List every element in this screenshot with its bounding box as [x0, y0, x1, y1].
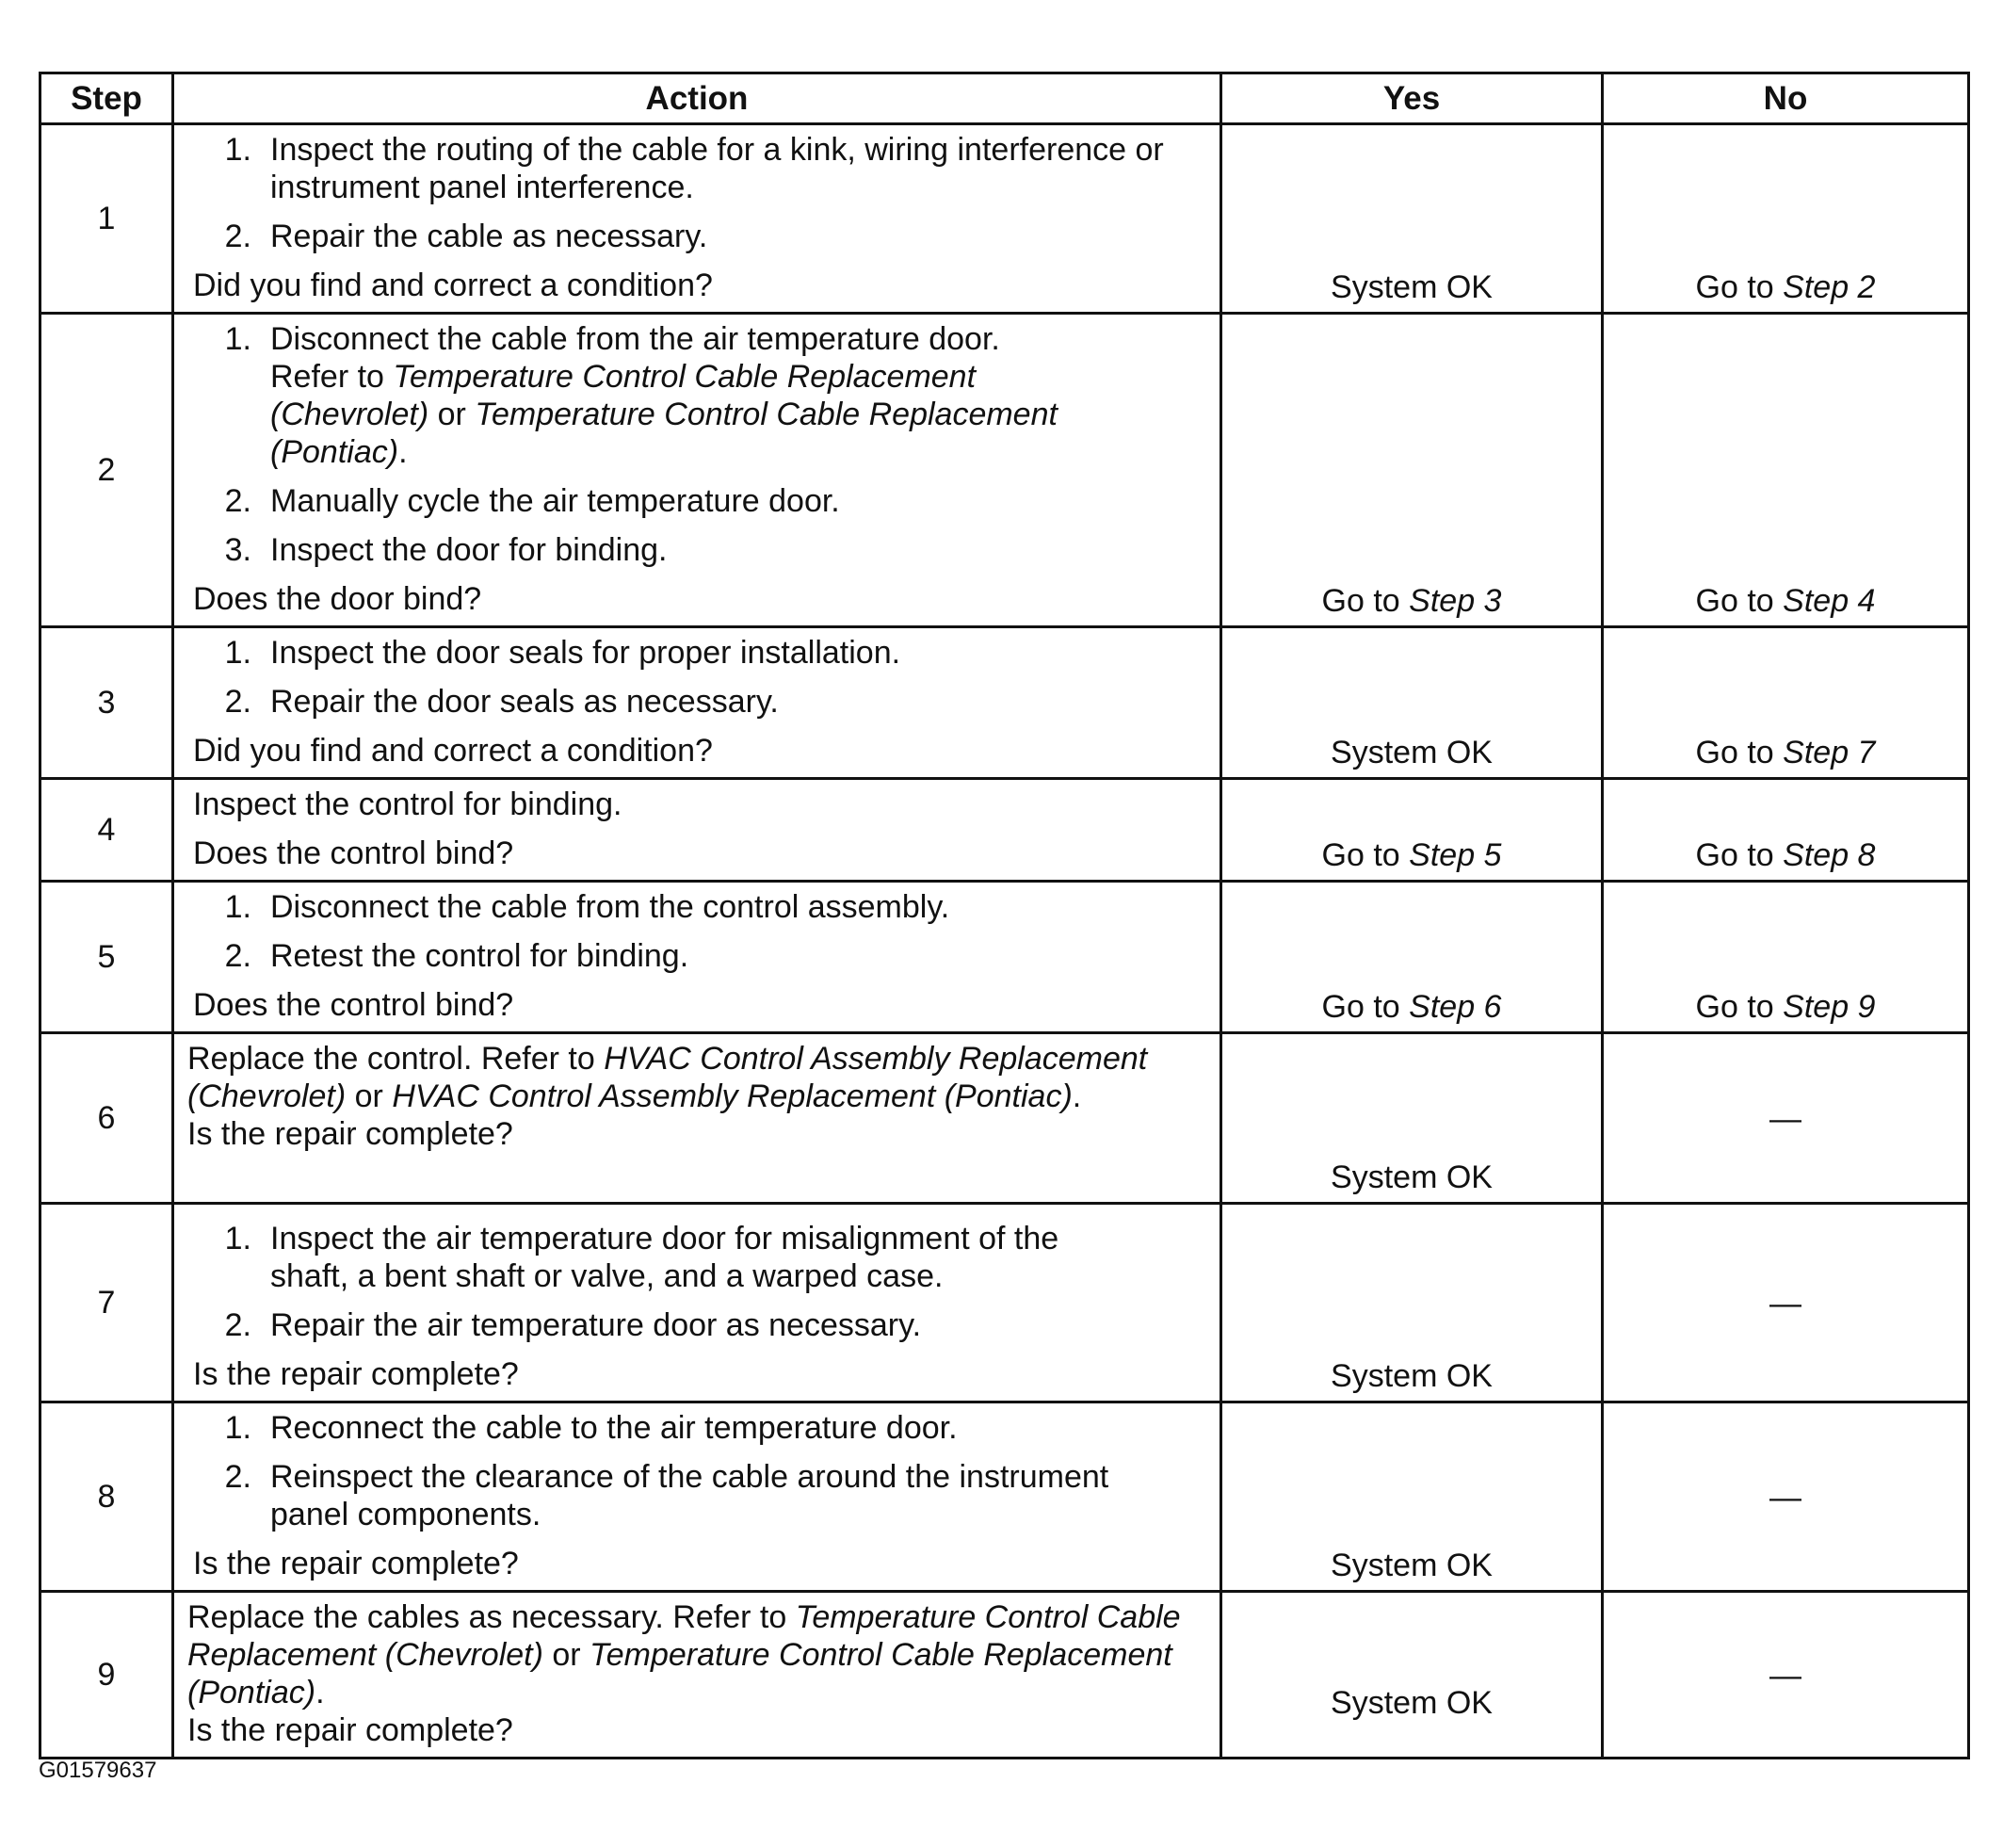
step-link[interactable]: Step 5: [1409, 837, 1502, 873]
table-row-step-3: [40, 627, 1969, 779]
table-row-step-9: [40, 1592, 1969, 1759]
list-item: 2. Repair the air temperature door as necessary.: [193, 1306, 1210, 1344]
action-question: Is the repair complete?: [193, 1546, 519, 1581]
action-list: [193, 634, 1210, 721]
step-link[interactable]: Step 4: [1783, 583, 1876, 619]
list-item: 2. Repair the cable as necessary.: [193, 218, 1210, 255]
list-number: 1.: [224, 635, 251, 671]
step-number: 3: [40, 627, 173, 779]
list-item: 2. Repair the door seals as necessary.: [193, 683, 1210, 721]
list-item: 2. Manually cycle the air temperature door.: [193, 482, 1210, 520]
table-row-step-8: [40, 1402, 1969, 1592]
step-link[interactable]: Step 9: [1783, 989, 1876, 1025]
action-question: Does the door bind?: [193, 581, 482, 617]
list-number: 2.: [224, 219, 251, 254]
action-cell: [173, 1592, 1221, 1759]
action-text: Replace the control. Refer to HVAC Control Assembly Replacement (Chevrolet) or HVAC Control Assembly Replacement (Pontiac).: [187, 1041, 1148, 1114]
action-cell: [173, 627, 1221, 779]
step-number: 5: [40, 882, 173, 1033]
list-number: 2.: [224, 1459, 251, 1495]
yes-result: System OK: [1221, 1204, 1603, 1402]
step-number: 7: [40, 1204, 173, 1402]
table-row-step-4: [40, 779, 1969, 882]
step-link[interactable]: Step 3: [1409, 583, 1502, 619]
list-number: 2.: [224, 684, 251, 720]
reference-link[interactable]: Temperature Control Cable Replacement (Chevrolet): [270, 359, 977, 432]
step-link[interactable]: Step 2: [1783, 269, 1876, 305]
yes-result: Go to Step 6: [1221, 882, 1603, 1033]
action-question: Is the repair complete?: [193, 1356, 519, 1392]
list-item: 1. Inspect the routing of the cable for a kink, wiring interference or instrument panel interference.: [193, 131, 1210, 206]
list-number: 1.: [224, 321, 251, 357]
action-cell: [173, 124, 1221, 314]
diagnostic-table: [39, 72, 1970, 1759]
yes-result: System OK: [1221, 627, 1603, 779]
list-number: 2.: [224, 938, 251, 974]
step-number: 9: [40, 1592, 173, 1759]
action-list: [193, 1409, 1210, 1533]
list-item: 1. Disconnect the cable from the control assembly.: [193, 888, 1210, 926]
reference-link[interactable]: Temperature Control Cable Replacement (Chevrolet): [187, 1599, 1181, 1673]
list-item: 1. Disconnect the cable from the air temperature door. Refer to Temperature Control Cable Replacement (Chevrolet) or Temperature Control Cable Replacement (Pontiac).: [193, 320, 1210, 471]
action-list: [193, 320, 1210, 569]
list-number: 3.: [224, 532, 251, 568]
action-cell: [173, 1204, 1221, 1402]
action-cell: [173, 882, 1221, 1033]
table-row-step-7: [40, 1204, 1969, 1402]
table-row-step-5: [40, 882, 1969, 1033]
action-question: Does the control bind?: [193, 835, 514, 871]
header-yes: Yes: [1221, 73, 1603, 124]
no-result: —: [1603, 1402, 1969, 1592]
table-row-step-1: [40, 124, 1969, 314]
step-number: 6: [40, 1033, 173, 1204]
action-cell: [173, 1033, 1221, 1204]
list-item: 1. Reconnect the cable to the air temperature door.: [193, 1409, 1210, 1447]
yes-result: Go to Step 5: [1221, 779, 1603, 882]
action-question: Is the repair complete?: [187, 1116, 513, 1152]
step-number: 8: [40, 1402, 173, 1592]
yes-result: System OK: [1221, 124, 1603, 314]
header-row: [40, 73, 1969, 124]
action-list: [193, 888, 1210, 975]
action-text: Inspect the control for binding.: [193, 786, 622, 822]
step-number: 4: [40, 779, 173, 882]
no-result: Go to Step 2: [1603, 124, 1969, 314]
list-number: 1.: [224, 1221, 251, 1256]
list-item: 1. Inspect the air temperature door for misalignment of the shaft, a bent shaft or valve, and a warped case.: [193, 1220, 1210, 1295]
action-question: Did you find and correct a condition?: [193, 733, 713, 769]
yes-result: System OK: [1221, 1033, 1603, 1204]
list-number: 2.: [224, 1307, 251, 1343]
list-number: 1.: [224, 1410, 251, 1446]
list-item: 2. Reinspect the clearance of the cable around the instrument panel components.: [193, 1458, 1210, 1533]
header-action: Action: [173, 73, 1221, 124]
action-cell: [173, 1402, 1221, 1592]
action-question: Does the control bind?: [193, 987, 514, 1023]
list-number: 2.: [224, 483, 251, 519]
figure-code: G01579637: [39, 1758, 157, 1783]
step-link[interactable]: Step 7: [1783, 735, 1876, 770]
no-result: —: [1603, 1033, 1969, 1204]
no-result: Go to Step 4: [1603, 314, 1969, 627]
header-step: Step: [40, 73, 173, 124]
step-link[interactable]: Step 6: [1409, 989, 1502, 1025]
yes-result: Go to Step 3: [1221, 314, 1603, 627]
reference-link[interactable]: HVAC Control Assembly Replacement (Pontiac): [392, 1078, 1073, 1114]
diagnostic-table-container: [39, 72, 1967, 1759]
no-result: Go to Step 7: [1603, 627, 1969, 779]
yes-result: System OK: [1221, 1592, 1603, 1759]
action-list: [193, 131, 1210, 255]
no-result: —: [1603, 1204, 1969, 1402]
yes-result: System OK: [1221, 1402, 1603, 1592]
action-list: [193, 1220, 1210, 1344]
table-row-step-6: [40, 1033, 1969, 1204]
step-number: 2: [40, 314, 173, 627]
list-item: 2. Retest the control for binding.: [193, 937, 1210, 975]
reference-link[interactable]: Temperature Control Cable Replacement (Pontiac): [270, 397, 1058, 470]
reference-link[interactable]: HVAC Control Assembly Replacement (Chevrolet): [187, 1041, 1148, 1114]
list-number: 1.: [224, 132, 251, 168]
action-question: Did you find and correct a condition?: [193, 267, 713, 303]
table-row-step-2: [40, 314, 1969, 627]
action-question: Is the repair complete?: [187, 1712, 513, 1748]
reference-link[interactable]: Temperature Control Cable Replacement (Pontiac): [187, 1637, 1172, 1710]
action-cell: [173, 779, 1221, 882]
no-result: —: [1603, 1592, 1969, 1759]
no-result: Go to Step 8: [1603, 779, 1969, 882]
step-link[interactable]: Step 8: [1783, 837, 1876, 873]
header-no: No: [1603, 73, 1969, 124]
action-cell: [173, 314, 1221, 627]
no-result: Go to Step 9: [1603, 882, 1969, 1033]
list-item: 1. Inspect the door seals for proper installation.: [193, 634, 1210, 672]
action-text: Replace the cables as necessary. Refer to Temperature Control Cable Replacement (Chevrolet) or Temperature Control Cable Replacement (Pontiac).: [187, 1599, 1181, 1710]
list-item: 3. Inspect the door for binding.: [193, 531, 1210, 569]
step-number: 1: [40, 124, 173, 314]
list-number: 1.: [224, 889, 251, 925]
